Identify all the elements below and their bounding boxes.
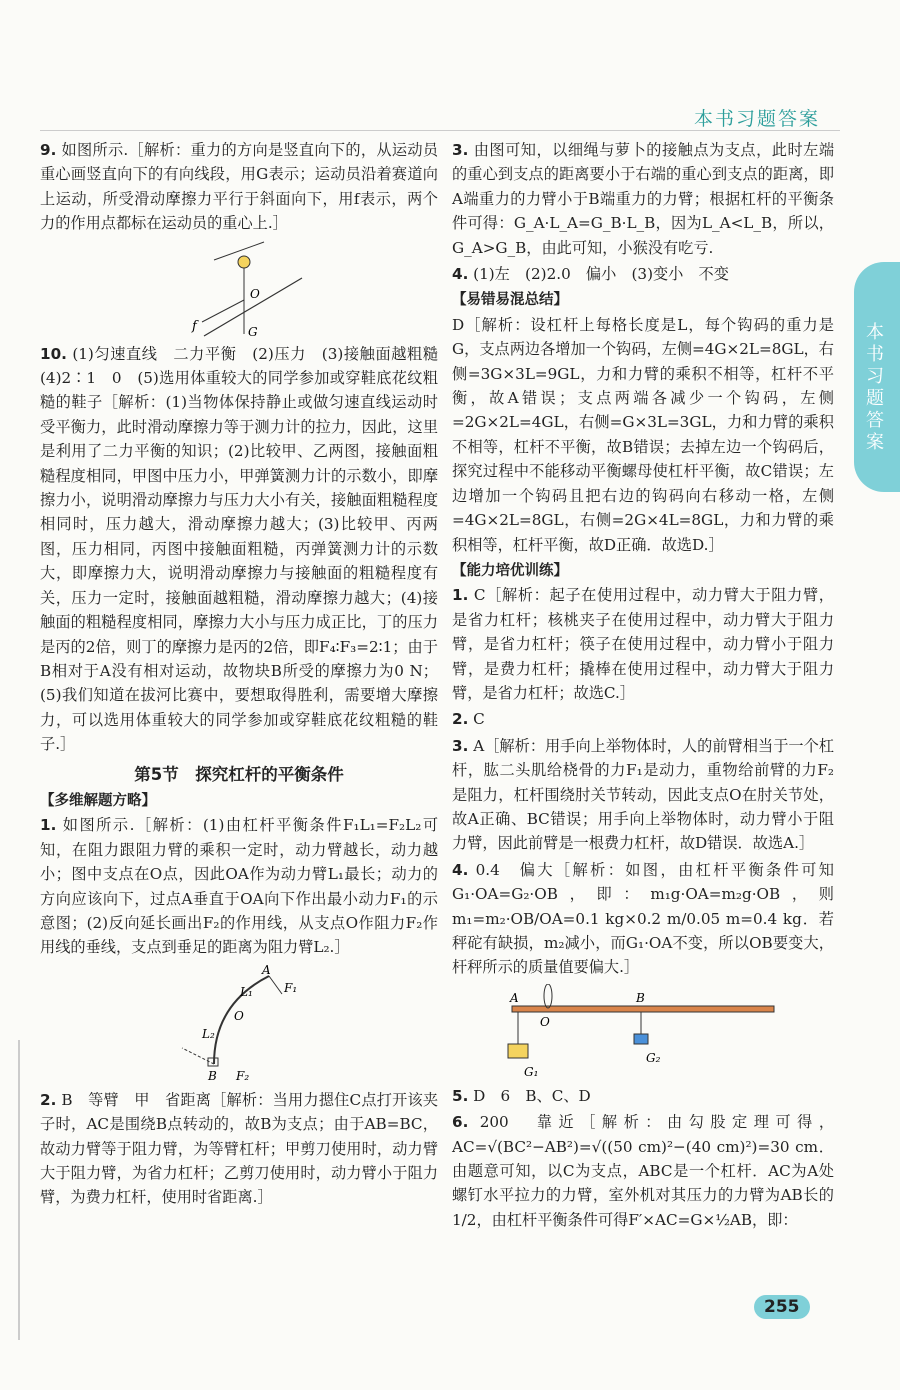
force-f-label: f <box>192 318 197 334</box>
answer-text: (1)匀速直线 二力平衡 (2)压力 (3)接触面越粗糙 (4)2∶1 0 (5)选用体重较大的同学参加或穿鞋底花纹粗糙的鞋子［解析：(1)当物体保持静止或做匀速直线运动时受平衡力，此时滑动摩擦力等于测力计的拉力，因此，这里是利用了二力平衡的知识；(2)比较甲、乙两图，接触面粗糙程度相同，甲图中压力小，甲弹簧测力计的示数小，即摩擦力小，说明滑动摩擦力与压力大小有关，接触面粗糙程度相同时，压力越大，滑动摩擦力越大；(3)比较甲、丙两图，压力相同，丙图中接触面粗糙，丙弹簧测力计的示数大，即摩擦力大，说明滑动摩擦力与接触面的粗糙程度有关，压力一定时，接触面越粗糙，滑动摩擦力越大；(4)接触面的粗糙程度相同，摩擦力大小与压力成正比，丁的压力是丙的2倍，则丁的摩擦力是丙的2倍，即F₄∶F₃=2∶1；由于B相对于A没有相对运动，故物块B所受的摩擦力为0 N；(5)我们知道在拔河比赛中，要想取得胜利，需要增大摩擦力，可以选用体重较大的同学参加或穿鞋底花纹粗糙的鞋子.］ <box>40 344 454 754</box>
answer-number: 1. <box>40 816 57 835</box>
margin-line <box>18 1040 20 1340</box>
answer-text: 如图所示.［解析：重力的方向是竖直向下的，从运动员重心画竖直向下的有向线段，用G表示；运动员沿着赛道向上运动，所受滑动摩擦力平行于斜面向下，用f表示，两个力的作用点都标在运动员的重心上.］ <box>40 141 439 233</box>
answer-text: A［解析：用手向上举物体时，人的前臂相当于一个杠杆，肱二头肌给桡骨的力F₁是动力，重物给前臂的力F₂是阻力，杠杆围绕肘关节转动，因此支点O在肘关节处，故A正确、BC错误；用手向上举物体时，动力臂小于阻力臂，因此前臂是一根费力杠杆，故D错误．故选A.］ <box>452 736 835 853</box>
answer-9 <box>40 138 438 236</box>
answer-text: D 6 B、C、D <box>473 1086 591 1105</box>
answer-r3 <box>452 734 834 856</box>
answer-text: B 等臂 甲 省距离［解析：当用力摁住C点打开该夹子时，AC是围绕B点转动的，故B为支点；由于AB=BC，故动力臂等于阻力臂，为等臂杠杆；甲剪刀使用时，动力臂大于阻力臂，为省力杠杆；乙剪刀使用时，动力臂小于阻力臂，为费力杠杆，使用时省距离.］ <box>40 1090 439 1207</box>
point-b-label: B <box>208 1068 217 1083</box>
answer-number: 10. <box>40 344 67 363</box>
answer-d: D［解析：设杠杆上每格长度是L，每个钩码的重力是G，支点两边各增加一个钩码，左侧=4G×2L=8GL，右侧=3G×3L=9GL，力和力臂的乘积不相等，杠杆不平衡，故A错误；支点两端各减少一个钩码，左侧=2G×2L=4GL，右侧=G×3L=3GL，力和力臂的乘积不相等，杠杆不平衡，故B错误；去掉左边一个钩码后，探究过程中不能移动平衡螺母使杠杆平衡，故C错误；左边增加一个钩码且把右边的钩码向右移动一格，左侧=4G×2L=8GL，右侧=2G×4L=8GL，力和力臂的乘积相等，杠杆平衡，故D正确．故选D.］ <box>452 315 834 554</box>
answer-number: 3. <box>452 141 469 159</box>
right-column <box>452 138 834 1234</box>
header-title: 本书习题答案 <box>693 108 820 130</box>
answer-2 <box>40 1088 438 1210</box>
force-f1-label: F₁ <box>284 980 298 995</box>
answer-text: C［解析：起子在使用过程中，动力臂大于阻力臂，是省力杠杆；核桃夹子在使用过程中，动力臂大于阻力臂，是省力杠杆；筷子在使用过程中，动力臂小于阻力臂，是费力杠杆；撬棒在使用过程中，动力臂大于阻力臂，是省力杠杆；故选C.］ <box>452 586 834 702</box>
answer-text: 0.4 偏大［解析：如图，由杠杆平衡条件可知G₁·OA=G₂·OB，即：m₁g·OA=m₂g·OB，则m₁=m₂·OB/OA=0.1 kg×0.2 m/0.05 m=0.4 kg．若秤砣有缺损，m₂减小，而G₁·OA不变，所以OB要变大，杆秤所示的质量值要偏大.］ <box>452 860 834 977</box>
answer-r6 <box>452 1110 834 1232</box>
page-number: 255 <box>754 1295 810 1319</box>
answer-10 <box>40 342 454 757</box>
arm-l2-label: L₂ <box>202 1026 215 1041</box>
answer-number: 1. <box>452 586 469 605</box>
weight-g1-label: G₁ <box>524 1064 539 1079</box>
point-o-label: O <box>540 1014 550 1029</box>
section-tag: 【易错易混总结】 <box>452 292 568 309</box>
answer-number: 4. <box>452 265 469 284</box>
left-column <box>40 138 454 1212</box>
answer-text: C <box>473 710 485 729</box>
steelyard-figure <box>498 984 788 1080</box>
answer-number: 6. <box>452 1113 469 1132</box>
answer-3 <box>452 138 834 260</box>
answer-text: 200 靠近［解析：由勾股定理可得，AC=√(BC²−AB²)=√((50 cm)²−(40 cm)²)=30 cm．由题意可知，以C为支点，ABC是一个杠杆．AC为A处螺钉水平拉力的力臂，室外机对其压力的力臂为AB长的1/2，由杠杆平衡条件可得F′×AC=G×½AB，即： <box>452 1113 835 1229</box>
answer-number: 4. <box>452 860 469 879</box>
answer-number: 9. <box>40 141 57 159</box>
header-divider <box>40 130 840 131</box>
lever-figure <box>174 964 304 1084</box>
point-o-label: O <box>250 286 260 301</box>
answer-number: 3. <box>452 736 469 755</box>
side-tab <box>854 262 900 492</box>
point-b-label: B <box>636 990 645 1005</box>
point-a-label: A <box>262 963 271 977</box>
answer-number: 2. <box>40 1090 57 1109</box>
section-tag: 【能力培优训练】 <box>452 562 568 579</box>
point-o-label: O <box>234 1008 244 1023</box>
answer-number: 2. <box>452 710 469 729</box>
answer-text: 如图所示.［解析：(1)由杠杆平衡条件F₁L₁=F₂L₂可知，在阻力跟阻力臂的乘积一定时，动力臂越长，动力越小；图中支点在O点，因此OA作为动力臂L₁最长；动力的方向应该向下，过点A垂直于OA向下作出最小动力F₁的示意图；(2)反向延长画出F₂的作用线，从支点O作阻力F₂作用线的垂线，支点到垂足的距离为阻力臂L₂.］ <box>40 816 439 957</box>
section-tag: 【多维解题方略】 <box>40 792 156 809</box>
force-g-label: G <box>248 324 258 338</box>
side-tab-label: 本书习题答案 <box>866 322 884 453</box>
answer-r2 <box>452 707 834 731</box>
answer-text: (1)左 (2)2.0 偏小 (3)变小 不变 <box>473 265 729 284</box>
answer-4 <box>452 262 834 286</box>
answer-text: 由图可知，以细绳与萝卜的接触点为支点，此时左端的重心到支点的距离要小于右端的重心到支点的距离，即A端重力的力臂小于B端重力的力臂；根据杠杆的平衡条件可得：G_A·L_A=G_B·L_B，因为L_A<L_B，所以，G_A>G_B，由此可知，小猴没有吃亏. <box>452 141 835 257</box>
arm-l1-label: L₁ <box>240 984 253 999</box>
answer-r4 <box>452 858 834 980</box>
weight-g2-label: G₂ <box>646 1050 661 1065</box>
force-f2-label: F₂ <box>236 1068 250 1083</box>
answer-number: 5. <box>452 1086 469 1105</box>
point-a-label: A <box>510 990 519 1005</box>
answer-r1 <box>452 583 834 705</box>
answer-r5 <box>452 1084 834 1108</box>
skier-figure <box>174 240 304 338</box>
answer-1 <box>40 813 438 959</box>
section-title: 第5节 探究杠杆的平衡条件 <box>134 764 344 784</box>
